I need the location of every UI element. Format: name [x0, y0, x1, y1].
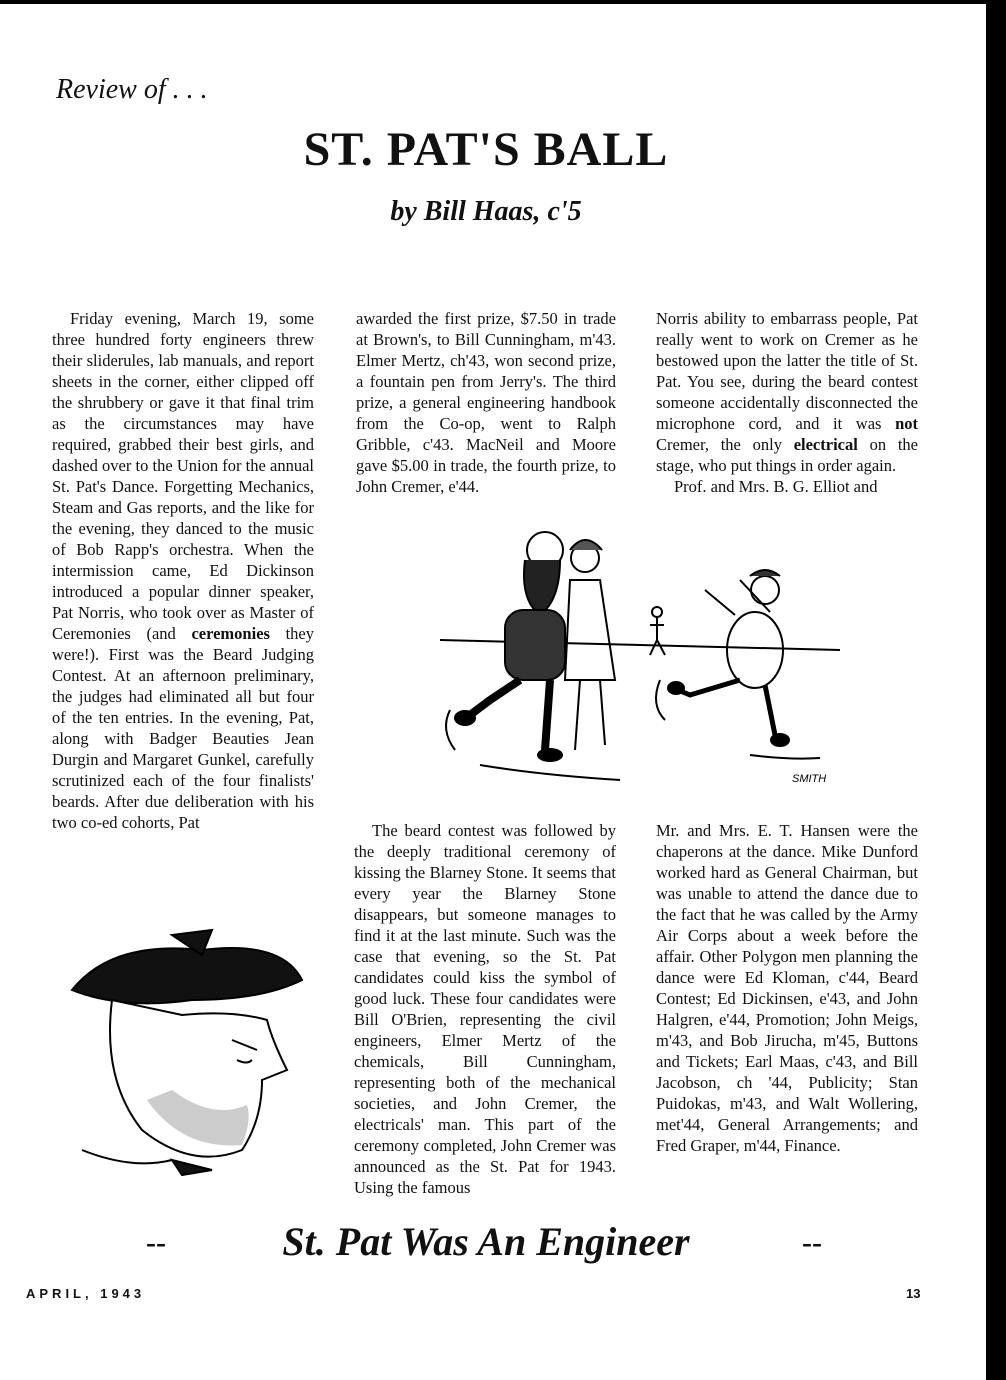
- bold-word: not: [895, 414, 918, 433]
- paragraph: Prof. and Mrs. B. G. Elliot and: [674, 477, 878, 496]
- issue-date: APRIL, 1943: [26, 1286, 146, 1301]
- page-top-edge: [0, 0, 1006, 4]
- bold-word: ceremonies: [191, 624, 270, 643]
- column-1: [52, 308, 314, 833]
- byline: by Bill Haas, c'5: [390, 196, 582, 227]
- column-3-top: [656, 308, 918, 497]
- column-2-top: [356, 308, 616, 497]
- tagline: St. Pat Was An Engineer: [282, 1219, 690, 1264]
- paragraph-text: Norris ability to embarrass people, Pat really went to work on Cremer as he bestowed upon the latter the title of St. Pat. You see, during the beard contest someone accidentally disconnected the microphone cord, and it was: [656, 309, 918, 433]
- page-number: 13: [906, 1286, 921, 1301]
- artist-signature: SMITH: [792, 773, 827, 785]
- article-title: ST. PAT'S BALL: [303, 123, 669, 176]
- paragraph: awarded the first prize, $7.50 in trade at Brown's, to Bill Cunningham, m'43. Elmer Mertz, ch'43, won second prize, a fountain pen from Jerry's. The third prize, a general engineering handbook from the Co-op, went to Ralph Gribble, c'43. MacNeil and Moore gave $5.00 in trade, the fourth prize, to John Cremer, e'44.: [356, 309, 616, 496]
- paragraph-text: on the stage, who put things in order again.: [656, 435, 918, 475]
- bearded-st-pat-illustration: [52, 920, 312, 1180]
- bold-word: electrical: [793, 435, 858, 454]
- paragraph: Mr. and Mrs. E. T. Hansen were the chaperons at the dance. Mike Dunford worked hard as General Chairman, but was unable to attend the dance due to the fact that he was called by the Army Air Corps about a week before the affair. Other Polygon men planning the dance were Ed Kloman, c'44, Beard Contest; Ed Dickinsen, e'43, and John Halgren, e'44, Promotion; John Meigs, m'43, and Bob Jirucha, m'45, Buttons and Tickets; Earl Maas, c'43, and Bill Jacobson, ch '44, Publicity; Stan Puidokas, m'43, and Walt Wollering, met'44, General Arrangements; and Fred Graper, m'44, Finance.: [656, 821, 918, 1155]
- column-3-bottom: [656, 820, 918, 1156]
- paragraph-text: Friday evening, March 19, some three hundred forty engineers threw their sliderules, lab manuals, and report sheets in the corner, either clipped off the shrubbery or gave it that final trim as the circumstances may have required, grabbed their best girls, and dashed over to the Union for the annual St. Pat's Dance. Forgetting Mechanics, Steam and Gas reports, and the like for the evening, they danced to the music of Bob Rapp's orchestra. When the intermission came, Ed Dickinson introduced a popular dinner speaker, Pat Norris, who took over as Master of Ceremonies (and: [52, 309, 314, 643]
- dancing-couples-illustration: [420, 520, 860, 800]
- column-2-bottom: [354, 820, 616, 1198]
- paragraph-text: they were!). First was the Beard Judging Contest. At an afternoon preliminary, the judges had eliminated all but four of the ten entries. In the evening, Pat, along with Badger Beauties Jean Durgin and Margaret Gunkel, carefully scrutinized each of the four finalists' beards. After due deliberation with his two co-ed cohorts, Pat: [52, 624, 314, 832]
- page-right-edge: [986, 0, 1006, 1380]
- kicker: Review of . . .: [56, 74, 208, 105]
- paragraph: [52, 308, 314, 833]
- tagline-dash-right: --: [802, 1226, 822, 1259]
- tagline-dash-left: --: [146, 1226, 166, 1259]
- paragraph: The beard contest was followed by the deeply traditional ceremony of kissing the Blarney Stone. It seems that every year the Blarney Stone disappears, but someone manages to find it at the last minute. Such was the case that evening, so the St. Pat candidates could kiss the symbol of good luck. These four candidates were Bill O'Brien, representing the civil engineers, Elmer Mertz of the chemicals, Bill Cunningham, representing both of the mechanical societies, and John Cremer, the electricals' man. This part of the ceremony completed, John Cremer was announced as the St. Pat for 1943. Using the famous: [354, 821, 616, 1197]
- paragraph-text: Cremer, the only: [656, 435, 794, 454]
- paragraph: [656, 308, 918, 476]
